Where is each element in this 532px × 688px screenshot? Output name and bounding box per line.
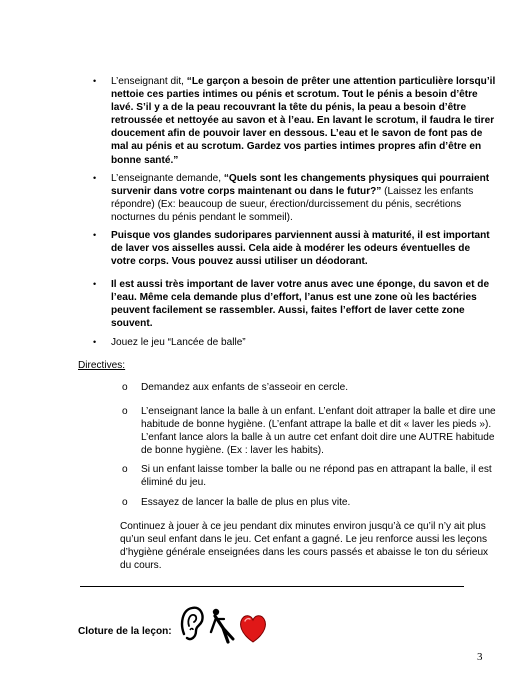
- page-number: 3: [477, 651, 483, 663]
- closing-icons: [178, 604, 268, 646]
- stretching-person-icon: [211, 609, 233, 642]
- bullet-text: (Laissez les enfants répondre) (Ex: beaucoup de sueur, érection/durcissement du pénis, secrétions nocturnes du pénis pendant le sommeil).: [111, 186, 474, 224]
- directive-item: L’enseignant lance la balle à un enfant. L’enfant doit attraper la balle et dire une habitude de bonne hygiène. (L’enfant attrape la balle et dit « laver les pieds »). L’enfant lance alors la balle à un autre cet enfant doit dire une AUTRE habitude de bonne hygiène. (Ex : laver les habits).: [141, 406, 496, 457]
- sub-bullet-marker: o: [122, 406, 128, 417]
- bullet-paragraph: [111, 75, 497, 167]
- ear-icon: [182, 608, 202, 639]
- section-divider: [80, 586, 464, 587]
- bullet-text: L’enseignant dit,: [111, 76, 187, 87]
- sub-bullet-marker: o: [122, 382, 128, 393]
- bullet-marker: •: [93, 76, 97, 86]
- bullet-bold-text: “Quels sont les changements physiques qui pourraient survenir dans votre corps maintenant ou dans le futur?”: [111, 173, 490, 198]
- bullet-marker: •: [93, 337, 97, 347]
- bullet-paragraph: [111, 172, 497, 224]
- closing-label: Cloture de la leçon:: [78, 626, 172, 637]
- sub-bullet-marker: o: [122, 497, 128, 508]
- bullet-marker: •: [93, 279, 97, 289]
- bullet-paragraph: Puisque vos glandes sudoripares parviennent aussi à maturité, il est important de laver vos aisselles aussi. Cela aide à modérer les odeurs éventuelles de votre corps. Vous pouvez aussi utiliser un déodorant.: [111, 230, 490, 268]
- bullet-bold-text: “Le garçon a besoin de prêter une attention particulière lorsqu’il nettoie ces parties intimes ou pénis et scrotum. Tout le pénis a besoin d’être lavé. S’il y a de la peau recouvrant la tête du pénis, la peau a besoin d’être retroussée et nettoyée au savon et à l’eau. En lavant le scrotum, il faudra le tirer doucement afin de pouvoir laver en dessous. L’eau et le savon de font pas de mal au pénis et au scrotum. Gardez vos parties intimes propres afin d’être en bonne santé.”: [111, 76, 496, 166]
- directive-item: Demandez aux enfants de s’asseoir en cercle.: [141, 382, 349, 393]
- heart-icon: [241, 616, 266, 642]
- continue-paragraph: Continuez à jouer à ce jeu pendant dix minutes environ jusqu’à ce qu’il n’y ait plus qu’un seul enfant dans le jeu. Cet enfant a gagné. Le jeu renforce aussi les leçons d’hygiène générale enseignées dans les cours passés et abaisse le ton du sérieux du cours.: [120, 521, 489, 572]
- sub-bullet-marker: o: [122, 464, 128, 475]
- bullet-text: L’enseignante demande,: [111, 173, 224, 184]
- bullet-paragraph: Jouez le jeu “Lancée de balle”: [111, 337, 246, 348]
- bullet-marker: •: [93, 230, 97, 240]
- directive-item: Si un enfant laisse tomber la balle ou ne répond pas en attrapant la balle, il est éliminé du jeu.: [141, 464, 492, 489]
- bullet-marker: •: [93, 173, 97, 183]
- directive-item: Essayez de lancer la balle de plus en plus vite.: [141, 497, 351, 508]
- bullet-paragraph: Il est aussi très important de laver votre anus avec une éponge, du savon et de l’eau. Même cela demande plus d’effort, l’anus est une zone où les bactéries peuvent facilement se rassembler. Aussi, faites l’effort de laver cette zone souvent.: [111, 279, 490, 330]
- directives-heading: Directives:: [78, 360, 126, 371]
